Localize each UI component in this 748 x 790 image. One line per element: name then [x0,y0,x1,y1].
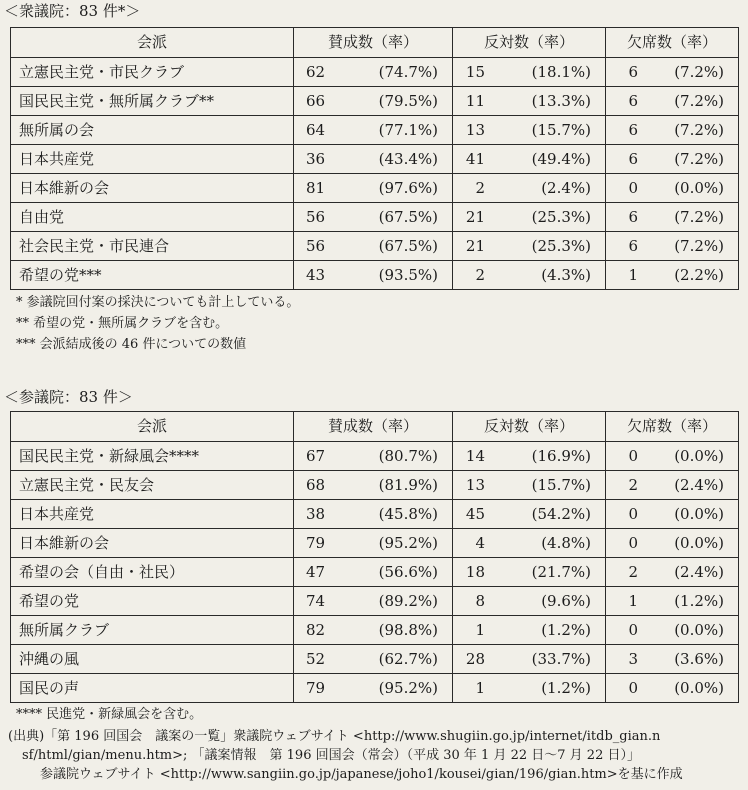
party-name: 自由党 [19,207,65,226]
yes-cell [294,616,453,645]
yes-count: 64 [306,120,326,139]
yes-count: 81 [306,178,326,197]
party-name: 立憲民主党・市民クラブ [19,62,185,81]
party-cell [11,442,294,471]
no-rate: (33.7%) [531,649,591,668]
table-row [11,145,739,174]
absent-cell [606,471,739,500]
party-cell [11,616,294,645]
no-rate: (9.6%) [541,591,591,610]
council-notes [16,704,202,725]
table-row [11,616,739,645]
no-rate: (18.1%) [531,62,591,81]
source-line-2: sf/html/gian/menu.htm>; 「議案情報 第 196 回国会（常会）（平成 30 年 1 月 22 日～7 月 22 日）」 [22,748,640,763]
yes-count: 56 [306,236,326,255]
absent-count: 0 [628,178,638,197]
party-cell [11,261,294,290]
council-note-1: **** 民進党・新緑風会を含む。 [16,707,203,722]
table-row [11,174,739,203]
yes-rate: (74.7%) [378,62,438,81]
council-section-title: ＜参議院：83 件＞ [4,388,133,406]
yes-rate: (43.4%) [378,149,438,168]
council-vote-table [10,411,739,703]
absent-cell [606,116,739,145]
no-count: 1 [475,620,485,639]
absent-rate: (7.2%) [674,91,724,110]
header-absent: 欠席数（率） [606,412,739,442]
yes-cell [294,674,453,703]
party-cell [11,174,294,203]
table-row [11,116,739,145]
no-count: 11 [465,91,485,110]
yes-cell [294,442,453,471]
yes-count: 62 [306,62,326,81]
party-cell [11,145,294,174]
party-name: 希望の党*** [19,265,102,284]
yes-count: 36 [306,149,326,168]
no-count: 8 [475,591,485,610]
table-row [11,645,739,674]
table-row [11,87,739,116]
no-rate: (54.2%) [531,504,591,523]
yes-rate: (89.2%) [378,591,438,610]
absent-rate: (0.0%) [674,504,724,523]
absent-cell [606,674,739,703]
no-cell [453,203,606,232]
absent-cell [606,529,739,558]
party-cell [11,500,294,529]
absent-rate: (7.2%) [674,236,724,255]
header-party: 会派 [11,412,294,442]
absent-count: 1 [628,265,638,284]
yes-rate: (80.7%) [378,446,438,465]
no-cell [453,174,606,203]
house-note-1: * 参議院回付案の採決についても計上している。 [16,295,300,310]
party-name: 日本維新の会 [19,178,110,197]
no-rate: (15.7%) [531,120,591,139]
yes-count: 82 [306,620,326,639]
yes-cell [294,587,453,616]
yes-rate: (77.1%) [378,120,438,139]
absent-rate: (2.4%) [674,475,724,494]
no-cell [453,442,606,471]
yes-rate: (95.2%) [378,533,438,552]
party-name: 沖縄の風 [19,649,80,668]
absent-count: 6 [628,62,638,81]
absent-cell [606,58,739,87]
no-rate: (1.2%) [541,620,591,639]
no-cell [453,145,606,174]
yes-rate: (56.6%) [378,562,438,581]
absent-count: 2 [628,562,638,581]
no-count: 2 [475,178,485,197]
yes-cell [294,87,453,116]
yes-cell [294,145,453,174]
yes-count: 79 [306,533,326,552]
absent-cell [606,174,739,203]
absent-rate: (0.0%) [674,178,724,197]
absent-cell [606,203,739,232]
no-rate: (15.7%) [531,475,591,494]
yes-cell [294,174,453,203]
no-rate: (4.3%) [541,265,591,284]
yes-cell [294,500,453,529]
header-party: 会派 [11,28,294,58]
no-count: 41 [465,149,485,168]
table-row [11,587,739,616]
absent-count: 0 [628,533,638,552]
party-cell [11,587,294,616]
table-row [11,203,739,232]
no-cell [453,616,606,645]
yes-cell [294,58,453,87]
table-row [11,558,739,587]
absent-count: 6 [628,91,638,110]
no-count: 2 [475,265,485,284]
party-cell [11,116,294,145]
yes-cell [294,203,453,232]
party-name: 希望の党 [19,591,80,610]
yes-rate: (79.5%) [378,91,438,110]
table-header-row [11,412,739,442]
no-cell [453,558,606,587]
yes-count: 74 [306,591,326,610]
table-row [11,232,739,261]
absent-cell [606,645,739,674]
yes-rate: (45.8%) [378,504,438,523]
party-name: 日本共産党 [19,504,95,523]
yes-count: 66 [306,91,326,110]
absent-rate: (7.2%) [674,62,724,81]
absent-cell [606,232,739,261]
no-cell [453,116,606,145]
table-row [11,674,739,703]
table-row [11,261,739,290]
yes-cell [294,116,453,145]
yes-count: 79 [306,678,326,697]
yes-rate: (67.5%) [378,207,438,226]
party-name: 国民民主党・無所属クラブ** [19,91,215,110]
absent-rate: (7.2%) [674,149,724,168]
house-note-2: ** 希望の党・無所属クラブを含む。 [16,316,229,331]
no-count: 4 [475,533,485,552]
absent-count: 0 [628,504,638,523]
no-cell [453,58,606,87]
no-count: 1 [475,678,485,697]
absent-cell [606,87,739,116]
absent-cell [606,442,739,471]
no-rate: (16.9%) [531,446,591,465]
party-name: 社会民主党・市民連合 [19,236,170,255]
absent-rate: (7.2%) [674,207,724,226]
party-name: 国民民主党・新緑風会**** [19,446,200,465]
party-name: 無所属の会 [19,120,95,139]
no-cell [453,645,606,674]
no-count: 21 [465,236,485,255]
yes-count: 47 [306,562,326,581]
no-count: 18 [465,562,485,581]
absent-count: 0 [628,620,638,639]
table-header-row [11,28,739,58]
absent-rate: (7.2%) [674,120,724,139]
absent-cell [606,558,739,587]
party-cell [11,87,294,116]
absent-count: 3 [628,649,638,668]
party-name: 国民の声 [19,678,80,697]
party-cell [11,529,294,558]
no-cell [453,500,606,529]
no-rate: (4.8%) [541,533,591,552]
house-vote-table [10,27,739,290]
absent-count: 6 [628,149,638,168]
absent-rate: (2.2%) [674,265,724,284]
house-section-title: ＜衆議院：83 件*＞ [4,2,141,20]
source-line-1: (出典)「第 196 回国会 議案の一覧」衆議院ウェブサイト <http://www.shugiin.go.jp/internet/itdb_gian.n [8,729,661,744]
absent-cell [606,500,739,529]
header-yes: 賛成数（率） [294,28,453,58]
absent-count: 6 [628,120,638,139]
no-rate: (25.3%) [531,236,591,255]
yes-cell [294,261,453,290]
absent-count: 6 [628,236,638,255]
no-count: 15 [465,62,485,81]
party-name: 立憲民主党・民友会 [19,475,155,494]
no-cell [453,587,606,616]
table-row [11,529,739,558]
house-note-3: *** 会派結成後の 46 件についての数値 [16,337,247,352]
yes-rate: (93.5%) [378,265,438,284]
header-yes: 賛成数（率） [294,412,453,442]
no-cell [453,87,606,116]
absent-rate: (0.0%) [674,678,724,697]
no-rate: (21.7%) [531,562,591,581]
no-count: 21 [465,207,485,226]
absent-cell [606,145,739,174]
yes-rate: (62.7%) [378,649,438,668]
party-name: 希望の会（自由・社民） [19,562,185,581]
absent-count: 0 [628,446,638,465]
table-row [11,58,739,87]
source-line-3: 参議院ウェブサイト <http://www.sangiin.go.jp/japanese/joho1/kousei/gian/196/gian.htm>を基に作成 [40,767,683,782]
absent-cell [606,616,739,645]
absent-cell [606,587,739,616]
yes-cell [294,529,453,558]
house-notes [16,292,299,355]
party-cell [11,471,294,500]
absent-count: 6 [628,207,638,226]
header-absent: 欠席数（率） [606,28,739,58]
yes-count: 52 [306,649,326,668]
party-name: 日本共産党 [19,149,95,168]
yes-count: 56 [306,207,326,226]
absent-rate: (2.4%) [674,562,724,581]
absent-count: 0 [628,678,638,697]
party-cell [11,58,294,87]
absent-count: 2 [628,475,638,494]
no-rate: (1.2%) [541,678,591,697]
absent-rate: (0.0%) [674,533,724,552]
yes-rate: (98.8%) [378,620,438,639]
absent-count: 1 [628,591,638,610]
yes-count: 68 [306,475,326,494]
party-cell [11,558,294,587]
yes-rate: (95.2%) [378,678,438,697]
yes-rate: (97.6%) [378,178,438,197]
absent-cell [606,261,739,290]
yes-count: 43 [306,265,326,284]
yes-cell [294,471,453,500]
no-rate: (25.3%) [531,207,591,226]
no-cell [453,261,606,290]
yes-cell [294,558,453,587]
yes-cell [294,645,453,674]
table-row [11,471,739,500]
yes-rate: (67.5%) [378,236,438,255]
absent-rate: (3.6%) [674,649,724,668]
yes-count: 38 [306,504,326,523]
absent-rate: (0.0%) [674,446,724,465]
no-count: 45 [465,504,485,523]
no-rate: (49.4%) [531,149,591,168]
no-count: 13 [465,475,485,494]
no-cell [453,232,606,261]
party-cell [11,232,294,261]
no-count: 13 [465,120,485,139]
header-no: 反対数（率） [453,412,606,442]
header-no: 反対数（率） [453,28,606,58]
party-cell [11,203,294,232]
no-cell [453,471,606,500]
table-row [11,500,739,529]
no-cell [453,674,606,703]
source-citation [8,727,683,784]
yes-count: 67 [306,446,326,465]
absent-rate: (1.2%) [674,591,724,610]
no-count: 28 [465,649,485,668]
absent-rate: (0.0%) [674,620,724,639]
party-name: 日本維新の会 [19,533,110,552]
yes-rate: (81.9%) [378,475,438,494]
party-cell [11,645,294,674]
no-count: 14 [465,446,485,465]
table-row [11,442,739,471]
no-rate: (2.4%) [541,178,591,197]
party-name: 無所属クラブ [19,620,110,639]
yes-cell [294,232,453,261]
party-cell [11,674,294,703]
no-rate: (13.3%) [531,91,591,110]
no-cell [453,529,606,558]
